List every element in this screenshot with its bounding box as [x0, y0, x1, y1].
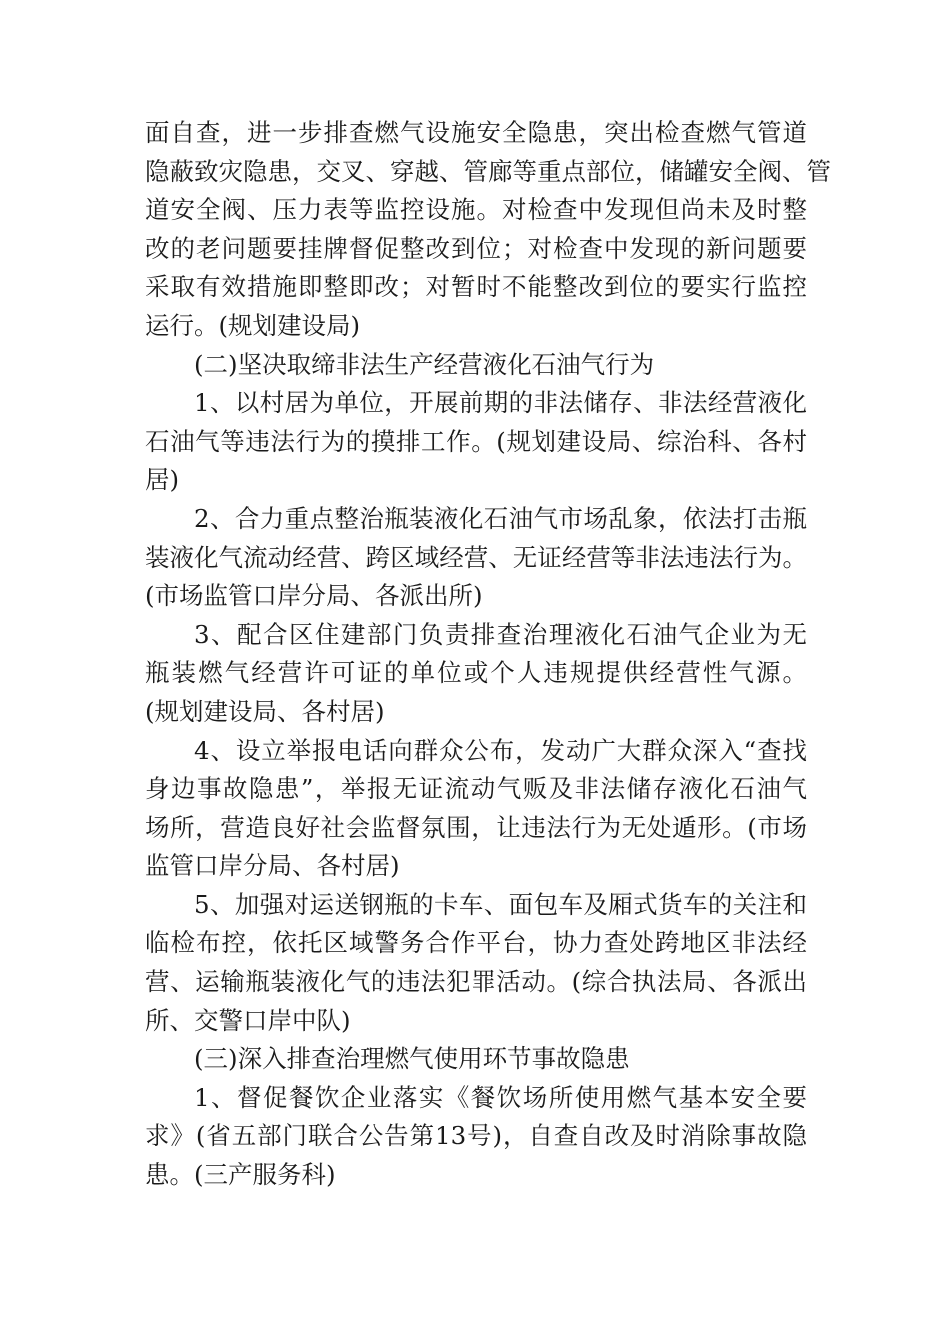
- text-line: (规划建设局、各村居): [145, 696, 385, 726]
- text-line: 改的老问题要挂牌督促整改到位；对检查中发现的新问题要: [145, 233, 807, 263]
- text-line: 3、配合区住建部门负责排查治理液化石油气企业为无: [194, 619, 807, 649]
- text-line: 临检布控，依托区域警务合作平台，协力查处跨地区非法经: [145, 928, 807, 958]
- text-line: 道安全阀、压力表等监控设施。对检查中发现但尚未及时整: [145, 195, 807, 225]
- text-line: 居): [145, 465, 180, 495]
- text-line: 面自查，进一步排查燃气设施安全隐患，突出检查燃气管道: [145, 118, 807, 147]
- text-line: 监管口岸分局、各村居): [145, 851, 400, 881]
- text-line: 4、设立举报电话向群众公布，发动广大群众深入“查找: [194, 735, 807, 765]
- section-heading: (三)深入排查治理燃气使用环节事故隐患: [194, 1044, 630, 1074]
- text-line: 1、以村居为单位，开展前期的非法储存、非法经营液化: [194, 388, 807, 418]
- text-line: 运行。(规划建设局): [145, 310, 361, 340]
- text-line: 1、督促餐饮企业落实《餐饮场所使用燃气基本安全要: [194, 1082, 807, 1112]
- text-line: 瓶装燃气经营许可证的单位或个人违规提供经营性气源。: [145, 658, 807, 688]
- text-line: 装液化气流动经营、跨区域经营、无证经营等非法违法行为。: [145, 542, 807, 572]
- text-line: 求》(省五部门联合公告第13号)，自查自改及时消除事故隐: [145, 1121, 807, 1151]
- section-heading: (二)坚决取缔非法生产经营液化石油气行为: [194, 349, 655, 379]
- text-line: 2、合力重点整治瓶装液化石油气市场乱象，依法打击瓶: [194, 503, 807, 533]
- text-line: 5、加强对运送钢瓶的卡车、面包车及厢式货车的关注和: [194, 889, 807, 919]
- text-line: 身边事故隐患”，举报无证流动气贩及非法储存液化石油气: [145, 774, 807, 804]
- text-line: 场所，营造良好社会监督氛围，让违法行为无处遁形。(市场: [145, 812, 807, 842]
- document-body: [145, 114, 831, 1195]
- text-line: 隐蔽致灾隐患，交叉、穿越、管廊等重点部位，储罐安全阀、管: [145, 156, 831, 186]
- text-line: (市场监管口岸分局、各派出所): [145, 581, 483, 611]
- text-line: 所、交警口岸中队): [145, 1005, 351, 1035]
- text-line: 营、运输瓶装液化气的违法犯罪活动。(综合执法局、各派出: [145, 967, 807, 997]
- text-line: 患。(三产服务科): [145, 1160, 336, 1190]
- text-line: 石油气等违法行为的摸排工作。(规划建设局、综治科、各村: [145, 426, 807, 456]
- text-line: 采取有效措施即整即改；对暂时不能整改到位的要实行监控: [145, 272, 807, 302]
